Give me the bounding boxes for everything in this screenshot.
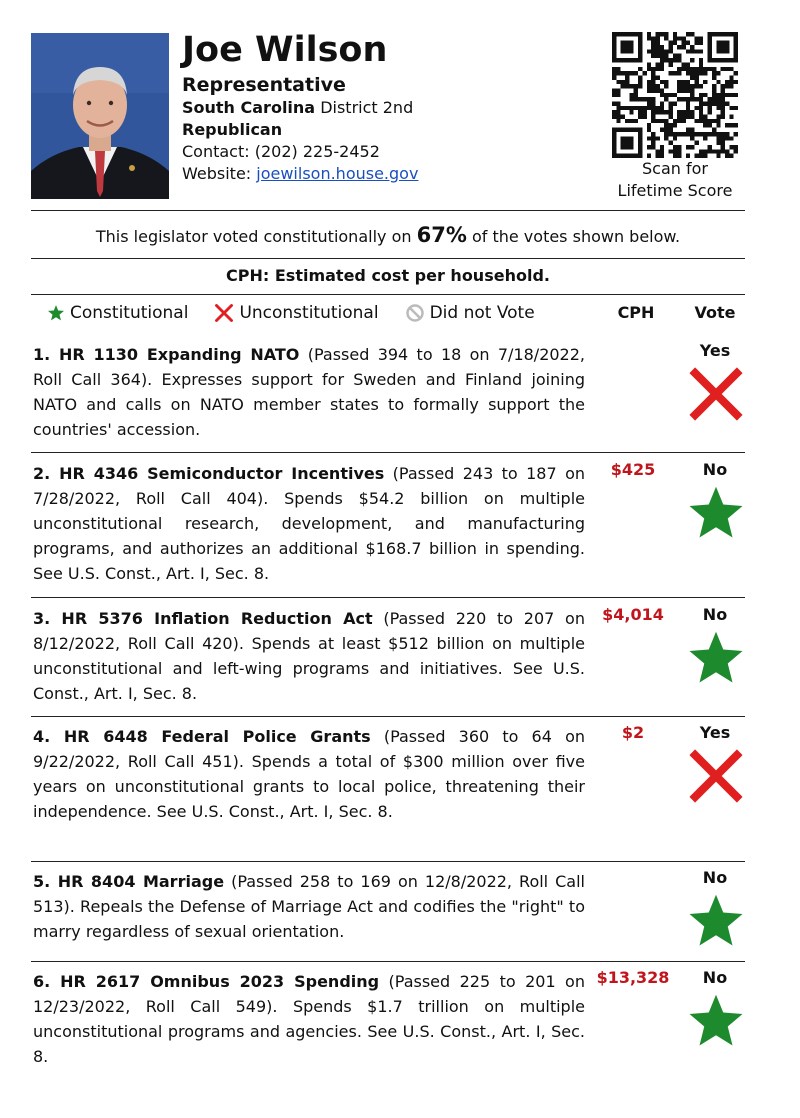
- vote-description: [33, 606, 585, 706]
- summary-percent: 67%: [416, 223, 467, 247]
- vote-column-header: Vote: [694, 303, 736, 322]
- cph-value: $2: [621, 723, 645, 742]
- legislator-info: [182, 30, 602, 185]
- legend-did-not-vote: [405, 303, 535, 323]
- website-line: [182, 163, 602, 185]
- vote-description: [33, 724, 585, 824]
- vote-value: No: [702, 968, 728, 987]
- vote-row: [31, 969, 745, 1069]
- website-link[interactable]: joewilson.house.gov: [256, 164, 419, 183]
- legislator-name: Joe Wilson: [182, 30, 388, 70]
- website-label: Website:: [182, 164, 252, 183]
- qr-caption: [600, 158, 750, 202]
- divider: [31, 294, 745, 295]
- cross-icon: [686, 746, 746, 806]
- vote-value: Yes: [699, 723, 731, 742]
- vote-value: Yes: [699, 341, 731, 360]
- row-divider: [31, 452, 745, 453]
- bill-detail: (Passed 220 to 207 on 8/12/2022, Roll Call 420). Spends at least $512 billion on multiple unconstitutional and left-wing programs and initiatives. See U.S. Const., Art. I, Sec. 8.: [33, 609, 585, 703]
- legislator-state: South Carolina: [182, 98, 316, 117]
- vote-row: [31, 606, 745, 706]
- bill-detail: (Passed 394 to 18 on 7/18/2022, Roll Call 364). Expresses support for Sweden and Finland joining NATO and calls on NATO member states to formally support the countries' accession.: [33, 345, 586, 439]
- bill-detail: (Passed 360 to 64 on 9/22/2022, Roll Call 451). Spends a total of $300 million over five years on unconstitutional grants to local police, threatening their independence. See U.S. Const., Art. I, Sec. 8.: [33, 727, 585, 821]
- star-icon: [686, 891, 746, 951]
- did-not-vote-icon: [405, 303, 425, 323]
- legend-constitutional: [47, 303, 188, 323]
- vote-description: [33, 969, 585, 1069]
- vote-row: [31, 342, 745, 442]
- legend-constitutional-label: Constitutional: [70, 303, 189, 323]
- bill-title: 1. HR 1130 Expanding NATO: [33, 345, 300, 364]
- qr-caption-line2: Lifetime Score: [617, 181, 733, 200]
- cph-value: $4,014: [602, 605, 664, 624]
- cph-column-header: CPH: [617, 303, 655, 322]
- cph-value: $425: [610, 460, 656, 479]
- star-icon: [686, 628, 746, 688]
- bill-title: 3. HR 5376 Inflation Reduction Act: [33, 609, 373, 628]
- contact-label: Contact:: [182, 142, 250, 161]
- row-divider: [31, 961, 745, 962]
- bill-detail: (Passed 258 to 169 on 12/8/2022, Roll Call 513). Repeals the Defense of Marriage Act and codifies the "right" to marry regardless of sexual orientation.: [33, 872, 586, 941]
- qr-caption-line1: Scan for: [642, 159, 708, 178]
- constitutional-summary: [31, 220, 745, 252]
- vote-value: No: [702, 460, 728, 479]
- divider: [31, 210, 745, 211]
- contact-phone: (202) 225-2452: [254, 142, 380, 161]
- cross-icon: [214, 303, 234, 323]
- star-icon: [686, 991, 746, 1051]
- legend-unconstitutional-label: Unconstitutional: [239, 303, 379, 323]
- vote-row: [31, 724, 745, 849]
- divider: [31, 258, 745, 259]
- legislator-party: Republican: [182, 120, 283, 139]
- vote-description: [33, 461, 585, 586]
- legislator-photo: [31, 33, 169, 199]
- bill-title: 6. HR 2617 Omnibus 2023 Spending: [33, 972, 380, 991]
- row-divider: [31, 597, 745, 598]
- summary-prefix: This legislator voted constitutionally on: [95, 227, 412, 246]
- district-label: District 2nd: [320, 98, 414, 117]
- star-icon: [47, 304, 65, 322]
- star-icon: [686, 483, 746, 543]
- legend-did-not-vote-label: Did not Vote: [429, 303, 535, 323]
- bill-title: 4. HR 6448 Federal Police Grants: [33, 727, 371, 746]
- vote-description: [33, 342, 585, 442]
- bill-detail: (Passed 225 to 201 on 12/23/2022, Roll Call 549). Spends $1.7 trillion on multiple unconstitutional programs and agencies. See U.S. Const., Art. I, Sec. 8.: [33, 972, 585, 1066]
- contact-line: [182, 141, 602, 163]
- cross-icon: [686, 364, 746, 424]
- cph-title: CPH: Estimated cost per household.: [226, 266, 550, 285]
- vote-row: [31, 869, 745, 944]
- bill-title: 5. HR 8404 Marriage: [33, 872, 225, 891]
- legend: [47, 301, 561, 325]
- qr-code-icon[interactable]: [612, 32, 738, 158]
- vote-value: No: [702, 605, 728, 624]
- legend-unconstitutional: [214, 303, 378, 323]
- vote-value: No: [702, 868, 728, 887]
- legislator-title: Representative: [182, 74, 346, 96]
- row-divider: [31, 861, 745, 862]
- bill-detail: (Passed 243 to 187 on 7/28/2022, Roll Call 404). Spends $54.2 billion on multiple unconstitutional research, development, and manufacturing programs, and authorizes an additional $168.7 billion in spending. See U.S. Const., Art. I, Sec. 8.: [33, 464, 585, 583]
- bill-title: 2. HR 4346 Semiconductor Incentives: [33, 464, 385, 483]
- vote-description: [33, 869, 585, 944]
- vote-row: [31, 461, 745, 586]
- legislator-district: [182, 97, 602, 119]
- cph-value: $13,328: [596, 968, 670, 987]
- row-divider: [31, 716, 745, 717]
- summary-suffix: of the votes shown below.: [471, 227, 681, 246]
